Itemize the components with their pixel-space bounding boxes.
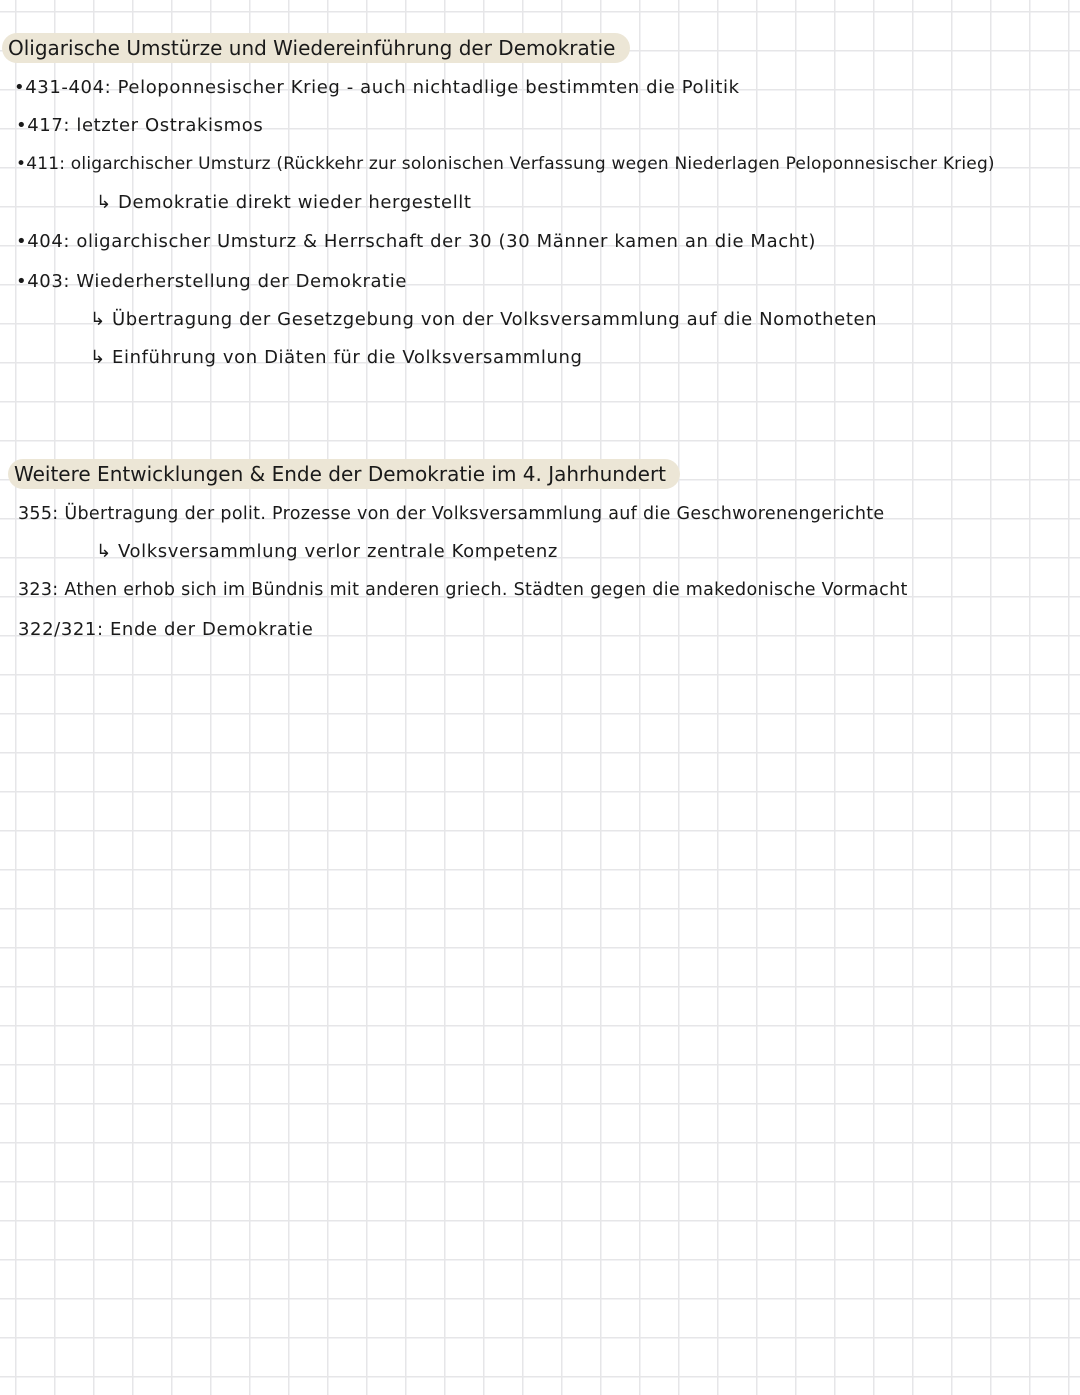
note-line: •417: letzter Ostrakismos — [16, 115, 264, 136]
note-sub-line: ↳ Einführung von Diäten für die Volksversammlung — [90, 347, 583, 368]
note-line: 355: Übertragung der polit. Prozesse von der Volksversammlung auf die Geschworenengerichte — [18, 504, 885, 524]
note-line: •431-404: Peloponnesischer Krieg - auch nichtadlige bestimmten die Politik — [14, 77, 740, 98]
note-line: 323: Athen erhob sich im Bündnis mit anderen griech. Städten gegen die makedonische Vormacht — [18, 580, 908, 600]
note-sub-line: ↳ Übertragung der Gesetzgebung von der Volksversammlung auf die Nomotheten — [90, 309, 878, 330]
note-sub-line: ↳ Volksversammlung verlor zentrale Kompetenz — [96, 541, 558, 562]
note-line: 322/321: Ende der Demokratie — [18, 619, 314, 640]
note-line: •403: Wiederherstellung der Demokratie — [16, 271, 408, 292]
note-line: •411: oligarchischer Umsturz (Rückkehr zur solonischen Verfassung wegen Niederlagen Peloponnesischer Krieg) — [16, 154, 995, 174]
section-heading-oligarchic-coups: Oligarische Umstürze und Wiedereinführung der Demokratie — [2, 33, 630, 63]
note-line: •404: oligarchischer Umsturz & Herrschaft der 30 (30 Männer kamen an die Macht) — [16, 231, 816, 252]
section-heading-later-developments: Weitere Entwicklungen & Ende der Demokratie im 4. Jahrhundert — [8, 459, 680, 489]
note-sub-line: ↳ Demokratie direkt wieder hergestellt — [96, 192, 472, 213]
